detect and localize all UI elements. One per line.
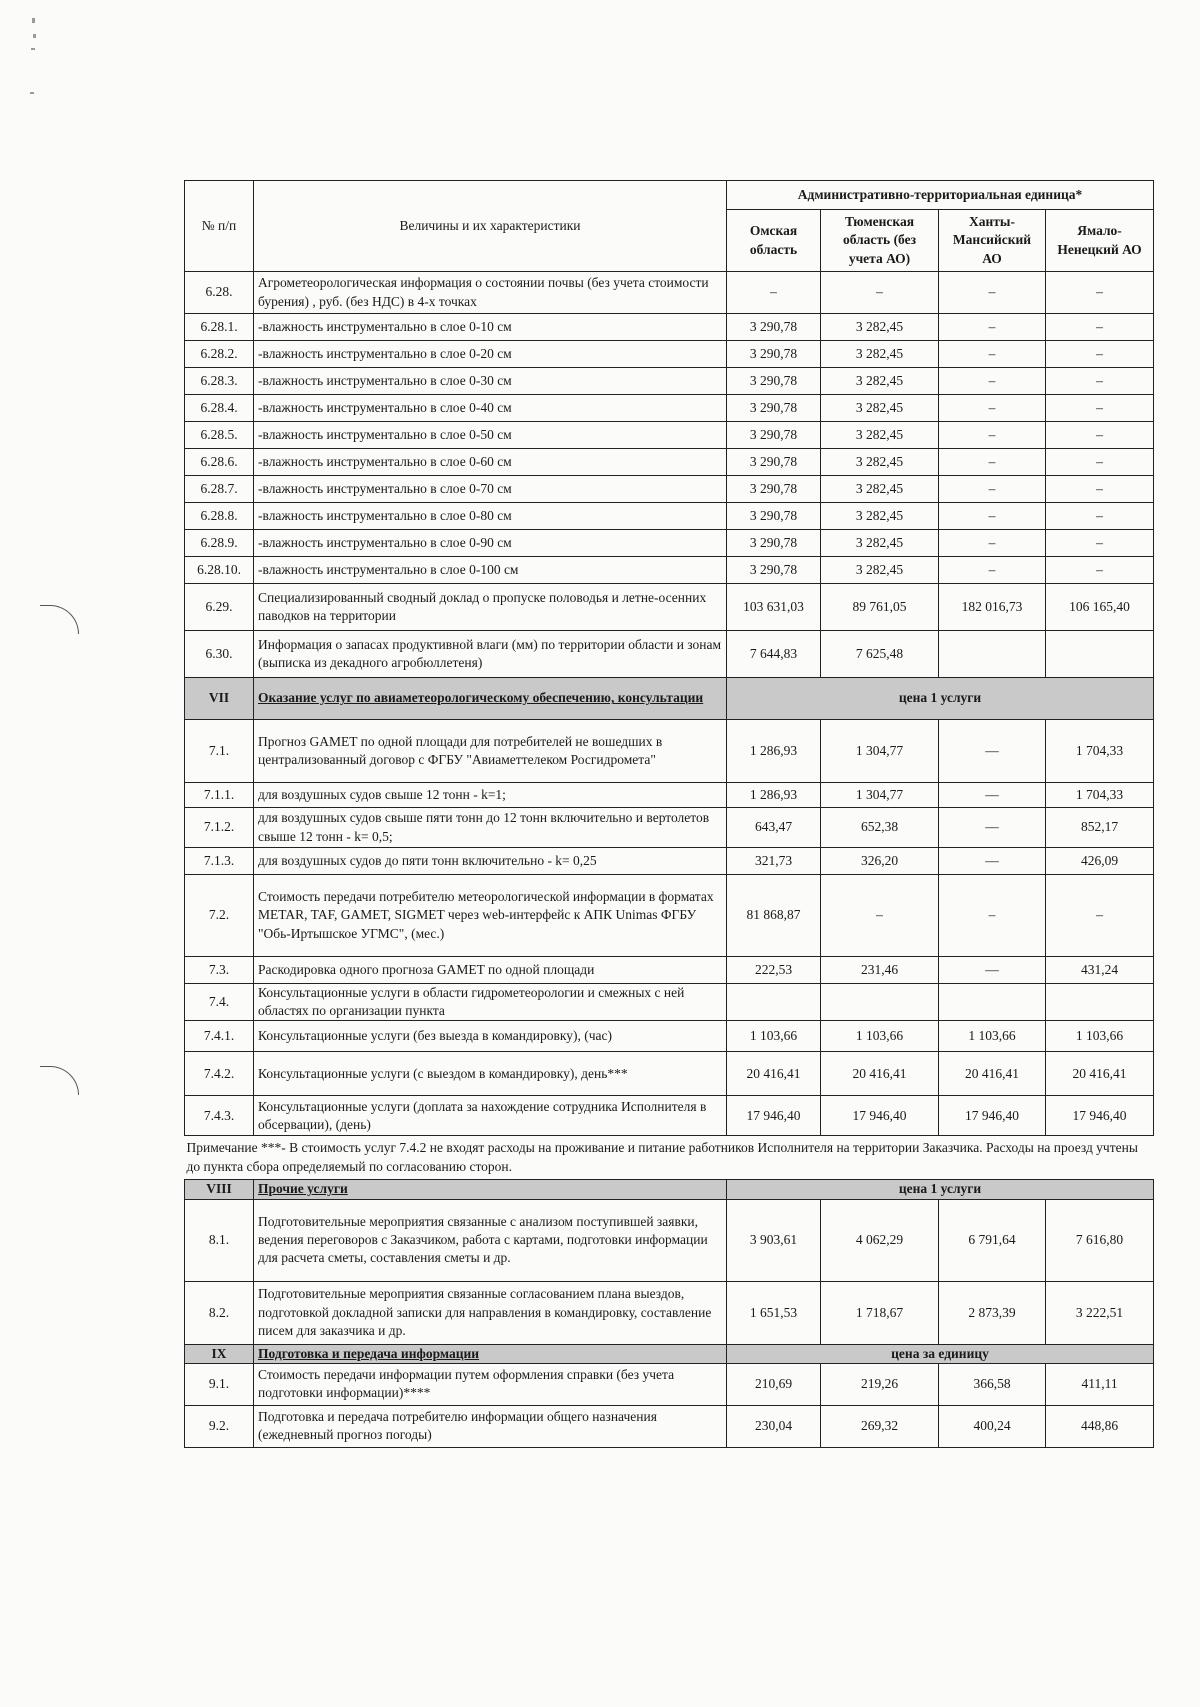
row-number: 7.4. bbox=[185, 984, 254, 1021]
row-value: 3 290,78 bbox=[727, 476, 821, 503]
section-number: VII bbox=[185, 678, 254, 720]
row-value: – bbox=[821, 875, 939, 957]
row-value: 3 290,78 bbox=[727, 314, 821, 341]
row-value: 1 103,66 bbox=[939, 1021, 1046, 1052]
row-value: 3 282,45 bbox=[821, 422, 939, 449]
row-value: 3 282,45 bbox=[821, 476, 939, 503]
table-row bbox=[185, 341, 1154, 368]
row-number: 6.28.8. bbox=[185, 503, 254, 530]
row-value: 3 290,78 bbox=[727, 530, 821, 557]
row-value: 1 103,66 bbox=[727, 1021, 821, 1052]
row-value: 1 103,66 bbox=[1046, 1021, 1154, 1052]
row-description: -влажность инструментально в слое 0-30 см bbox=[254, 368, 727, 395]
row-value: – bbox=[1046, 368, 1154, 395]
table-row bbox=[185, 808, 1154, 848]
row-number: 9.2. bbox=[185, 1405, 254, 1447]
row-value: – bbox=[727, 272, 821, 314]
footnote-text: Примечание ***- В стоимость услуг 7.4.2 не входят расходы на проживание и питание работников Исполнителя на территории Заказчика. Расходы на проезд учтены до пункта сбора определяемый по согласованию сторон. bbox=[185, 1136, 1154, 1180]
header-region-group: Административно-территориальная единица* bbox=[727, 181, 1154, 210]
row-number: 7.1. bbox=[185, 720, 254, 783]
row-value: 20 416,41 bbox=[727, 1052, 821, 1096]
table-row bbox=[185, 984, 1154, 1021]
row-value: – bbox=[939, 557, 1046, 584]
row-value: 3 282,45 bbox=[821, 530, 939, 557]
row-value: 7 625,48 bbox=[821, 631, 939, 678]
row-value bbox=[939, 984, 1046, 1021]
row-value: – bbox=[939, 476, 1046, 503]
row-number: 6.28.6. bbox=[185, 449, 254, 476]
section-title: Подготовка и передача информации bbox=[254, 1344, 727, 1363]
row-value: 1 286,93 bbox=[727, 783, 821, 808]
table-row bbox=[185, 557, 1154, 584]
row-number: 6.28. bbox=[185, 272, 254, 314]
row-value bbox=[1046, 631, 1154, 678]
row-value: 321,73 bbox=[727, 848, 821, 875]
row-value: – bbox=[1046, 476, 1154, 503]
table-row bbox=[185, 1021, 1154, 1052]
table-row bbox=[185, 1363, 1154, 1405]
table-row bbox=[185, 530, 1154, 557]
row-value: 3 903,61 bbox=[727, 1199, 821, 1281]
row-description: Консультационные услуги (с выездом в командировку), день*** bbox=[254, 1052, 727, 1096]
scan-mark bbox=[33, 34, 36, 38]
row-description: Подготовка и передача потребителю информации общего назначения (ежедневный прогноз погоды) bbox=[254, 1405, 727, 1447]
row-value: 3 282,45 bbox=[821, 314, 939, 341]
tariff-table-body bbox=[185, 181, 1154, 1448]
row-value: 3 282,45 bbox=[821, 449, 939, 476]
table-row bbox=[185, 783, 1154, 808]
row-value: – bbox=[939, 449, 1046, 476]
row-number: 6.28.5. bbox=[185, 422, 254, 449]
row-value: 3 282,45 bbox=[821, 395, 939, 422]
section-title: Оказание услуг по авиаметеорологическому обеспечению, консультации bbox=[254, 678, 727, 720]
tariff-table bbox=[184, 180, 1154, 1448]
row-description: Раскодировка одного прогноза GAMET по одной площади bbox=[254, 957, 727, 984]
row-value: – bbox=[1046, 557, 1154, 584]
row-value: 7 616,80 bbox=[1046, 1199, 1154, 1281]
row-value: – bbox=[1046, 503, 1154, 530]
row-value: 366,58 bbox=[939, 1363, 1046, 1405]
table-row bbox=[185, 631, 1154, 678]
row-description: для воздушных судов свыше пяти тонн до 12 тонн включительно и вертолетов свыше 12 тонн - k= 0,5; bbox=[254, 808, 727, 848]
row-description: Информация о запасах продуктивной влаги (мм) по территории области и зонам (выписка из декадного агробюллетеня) bbox=[254, 631, 727, 678]
table-row bbox=[185, 395, 1154, 422]
note-row bbox=[185, 1136, 1154, 1180]
row-value: 20 416,41 bbox=[1046, 1052, 1154, 1096]
row-description: Стоимость передачи информации путем оформления справки (без учета подготовки информации)**** bbox=[254, 1363, 727, 1405]
row-number: 6.28.1. bbox=[185, 314, 254, 341]
row-description: Консультационные услуги (доплата за нахождение сотрудника Исполнителя в обсервации), (день) bbox=[254, 1096, 727, 1136]
row-value: – bbox=[939, 503, 1046, 530]
row-number: 7.4.1. bbox=[185, 1021, 254, 1052]
header-no: № п/п bbox=[185, 181, 254, 272]
row-value: 3 290,78 bbox=[727, 395, 821, 422]
table-row bbox=[185, 720, 1154, 783]
row-value: – bbox=[1046, 272, 1154, 314]
row-value: 3 282,45 bbox=[821, 368, 939, 395]
row-value: 182 016,73 bbox=[939, 584, 1046, 631]
row-value: – bbox=[1046, 530, 1154, 557]
punch-hole-mark bbox=[40, 1066, 79, 1095]
row-number: 8.2. bbox=[185, 1281, 254, 1344]
row-value: 17 946,40 bbox=[727, 1096, 821, 1136]
row-value: 6 791,64 bbox=[939, 1199, 1046, 1281]
row-description: -влажность инструментально в слое 0-40 см bbox=[254, 395, 727, 422]
row-value: — bbox=[939, 957, 1046, 984]
scan-mark bbox=[32, 18, 35, 23]
row-value: — bbox=[939, 848, 1046, 875]
row-value: 3 290,78 bbox=[727, 503, 821, 530]
row-value: 3 282,45 bbox=[821, 557, 939, 584]
row-value: 1 286,93 bbox=[727, 720, 821, 783]
row-value: – bbox=[939, 875, 1046, 957]
row-number: 7.3. bbox=[185, 957, 254, 984]
row-value: 448,86 bbox=[1046, 1405, 1154, 1447]
row-value: 3 290,78 bbox=[727, 557, 821, 584]
row-value: 1 718,67 bbox=[821, 1281, 939, 1344]
row-value: – bbox=[1046, 422, 1154, 449]
row-value: 1 304,77 bbox=[821, 783, 939, 808]
row-value: – bbox=[939, 368, 1046, 395]
row-value: 326,20 bbox=[821, 848, 939, 875]
row-value: 3 290,78 bbox=[727, 341, 821, 368]
row-value: 426,09 bbox=[1046, 848, 1154, 875]
table-row bbox=[185, 957, 1154, 984]
row-value: 20 416,41 bbox=[821, 1052, 939, 1096]
section-title: Прочие услуги bbox=[254, 1180, 727, 1199]
row-value: 1 103,66 bbox=[821, 1021, 939, 1052]
row-value: 106 165,40 bbox=[1046, 584, 1154, 631]
row-value: 7 644,83 bbox=[727, 631, 821, 678]
row-description: Консультационные услуги (без выезда в командировку), (час) bbox=[254, 1021, 727, 1052]
row-number: 8.1. bbox=[185, 1199, 254, 1281]
row-description: для воздушных судов до пяти тонн включительно - k= 0,25 bbox=[254, 848, 727, 875]
section-row bbox=[185, 1180, 1154, 1199]
row-value: 210,69 bbox=[727, 1363, 821, 1405]
row-value: 219,26 bbox=[821, 1363, 939, 1405]
row-number: 6.28.3. bbox=[185, 368, 254, 395]
row-value: 3 290,78 bbox=[727, 449, 821, 476]
row-value: 269,32 bbox=[821, 1405, 939, 1447]
table-row bbox=[185, 1281, 1154, 1344]
row-value: 230,04 bbox=[727, 1405, 821, 1447]
row-description: -влажность инструментально в слое 0-10 см bbox=[254, 314, 727, 341]
row-value: — bbox=[939, 808, 1046, 848]
row-description: -влажность инструментально в слое 0-60 см bbox=[254, 449, 727, 476]
section-number: IX bbox=[185, 1344, 254, 1363]
row-number: 7.4.2. bbox=[185, 1052, 254, 1096]
row-value: – bbox=[1046, 875, 1154, 957]
header-region: Ханты-Мансийский АО bbox=[939, 210, 1046, 272]
section-price-label: цена 1 услуги bbox=[727, 678, 1154, 720]
row-number: 7.1.1. bbox=[185, 783, 254, 808]
row-number: 7.4.3. bbox=[185, 1096, 254, 1136]
scan-mark bbox=[31, 48, 35, 50]
row-value: 852,17 bbox=[1046, 808, 1154, 848]
row-description: Агрометеорологическая информация о состоянии почвы (без учета стоимости бурения) , руб. (без НДС) в 4-х точках bbox=[254, 272, 727, 314]
row-description: -влажность инструментально в слое 0-70 см bbox=[254, 476, 727, 503]
row-value: 89 761,05 bbox=[821, 584, 939, 631]
row-number: 9.1. bbox=[185, 1363, 254, 1405]
header-description: Величины и их характеристики bbox=[254, 181, 727, 272]
table-row bbox=[185, 1199, 1154, 1281]
table-row bbox=[185, 584, 1154, 631]
row-description: Подготовительные мероприятия связанные с анализом поступившей заявки, ведения переговоров с Заказчиком, работа с картами, подготовки информации для расчета сметы, составления сметы и др. bbox=[254, 1199, 727, 1281]
table-row bbox=[185, 503, 1154, 530]
row-value: – bbox=[939, 422, 1046, 449]
row-number: 6.29. bbox=[185, 584, 254, 631]
row-number: 6.28.2. bbox=[185, 341, 254, 368]
section-price-label: цена 1 услуги bbox=[727, 1180, 1154, 1199]
row-description: -влажность инструментально в слое 0-50 см bbox=[254, 422, 727, 449]
row-value: – bbox=[939, 395, 1046, 422]
row-value: 17 946,40 bbox=[821, 1096, 939, 1136]
row-value: – bbox=[1046, 449, 1154, 476]
row-description: Подготовительные мероприятия связанные согласованием плана выездов, подготовкой докладной записки для направления в командировку, составление писем для заказчика и др. bbox=[254, 1281, 727, 1344]
row-description: для воздушных судов свыше 12 тонн - k=1; bbox=[254, 783, 727, 808]
table-row bbox=[185, 422, 1154, 449]
section-number: VIII bbox=[185, 1180, 254, 1199]
row-value: 17 946,40 bbox=[939, 1096, 1046, 1136]
row-value: 1 704,33 bbox=[1046, 783, 1154, 808]
row-number: 7.1.2. bbox=[185, 808, 254, 848]
section-row bbox=[185, 678, 1154, 720]
header-region: Ямало-Ненецкий АО bbox=[1046, 210, 1154, 272]
section-price-label: цена за единицу bbox=[727, 1344, 1154, 1363]
row-value: 17 946,40 bbox=[1046, 1096, 1154, 1136]
row-value bbox=[1046, 984, 1154, 1021]
row-value: 431,24 bbox=[1046, 957, 1154, 984]
row-value: 4 062,29 bbox=[821, 1199, 939, 1281]
header-row bbox=[185, 181, 1154, 210]
table-row bbox=[185, 1096, 1154, 1136]
row-value: 400,24 bbox=[939, 1405, 1046, 1447]
scan-mark bbox=[30, 92, 34, 94]
section-row bbox=[185, 1344, 1154, 1363]
table-row bbox=[185, 314, 1154, 341]
row-value: 3 282,45 bbox=[821, 341, 939, 368]
row-number: 6.28.10. bbox=[185, 557, 254, 584]
row-value: 222,53 bbox=[727, 957, 821, 984]
row-value: 652,38 bbox=[821, 808, 939, 848]
row-number: 7.2. bbox=[185, 875, 254, 957]
row-value: 3 222,51 bbox=[1046, 1281, 1154, 1344]
row-value bbox=[727, 984, 821, 1021]
row-value: 3 282,45 bbox=[821, 503, 939, 530]
row-value: – bbox=[1046, 395, 1154, 422]
row-value: 1 651,53 bbox=[727, 1281, 821, 1344]
table-row bbox=[185, 848, 1154, 875]
table-row bbox=[185, 272, 1154, 314]
row-value: 1 304,77 bbox=[821, 720, 939, 783]
row-value: 3 290,78 bbox=[727, 422, 821, 449]
row-number: 6.30. bbox=[185, 631, 254, 678]
row-value: 411,11 bbox=[1046, 1363, 1154, 1405]
row-value: 20 416,41 bbox=[939, 1052, 1046, 1096]
row-description: Прогноз GAMET по одной площади для потребителей не вошедших в централизованный договор с ФГБУ "Авиаметтелеком Росгидромета" bbox=[254, 720, 727, 783]
header-region: Тюменская область (без учета АО) bbox=[821, 210, 939, 272]
row-value: 231,46 bbox=[821, 957, 939, 984]
table-row bbox=[185, 1052, 1154, 1096]
row-number: 6.28.7. bbox=[185, 476, 254, 503]
header-region: Омская область bbox=[727, 210, 821, 272]
table-row bbox=[185, 449, 1154, 476]
table-row bbox=[185, 368, 1154, 395]
row-number: 6.28.9. bbox=[185, 530, 254, 557]
row-number: 6.28.4. bbox=[185, 395, 254, 422]
row-value: 2 873,39 bbox=[939, 1281, 1046, 1344]
row-description: -влажность инструментально в слое 0-20 см bbox=[254, 341, 727, 368]
table-row bbox=[185, 476, 1154, 503]
row-value: – bbox=[939, 314, 1046, 341]
row-value: – bbox=[939, 272, 1046, 314]
row-value: – bbox=[939, 341, 1046, 368]
row-description: -влажность инструментально в слое 0-90 см bbox=[254, 530, 727, 557]
row-description: -влажность инструментально в слое 0-100 см bbox=[254, 557, 727, 584]
row-value: — bbox=[939, 783, 1046, 808]
row-description: Специализированный сводный доклад о пропуске половодья и летне-осенних паводков на территории bbox=[254, 584, 727, 631]
row-value: – bbox=[1046, 341, 1154, 368]
row-value: – bbox=[1046, 314, 1154, 341]
row-description: Стоимость передачи потребителю метеорологической информации в форматах METAR, TAF, GAMET, SIGMET через web-интерфейс к АПК Unimas ФГБУ "Обь-Иртышское УГМС", (мес.) bbox=[254, 875, 727, 957]
row-value: 81 868,87 bbox=[727, 875, 821, 957]
table-row bbox=[185, 875, 1154, 957]
row-value bbox=[939, 631, 1046, 678]
row-value: 103 631,03 bbox=[727, 584, 821, 631]
row-value: 1 704,33 bbox=[1046, 720, 1154, 783]
row-value: – bbox=[939, 530, 1046, 557]
punch-hole-mark bbox=[40, 605, 79, 634]
row-value: 3 290,78 bbox=[727, 368, 821, 395]
row-value: 643,47 bbox=[727, 808, 821, 848]
table-row bbox=[185, 1405, 1154, 1447]
row-value: – bbox=[821, 272, 939, 314]
row-value bbox=[821, 984, 939, 1021]
row-description: Консультационные услуги в области гидрометеорологии и смежных с ней областях по организации пункта bbox=[254, 984, 727, 1021]
row-value: — bbox=[939, 720, 1046, 783]
row-number: 7.1.3. bbox=[185, 848, 254, 875]
row-description: -влажность инструментально в слое 0-80 см bbox=[254, 503, 727, 530]
